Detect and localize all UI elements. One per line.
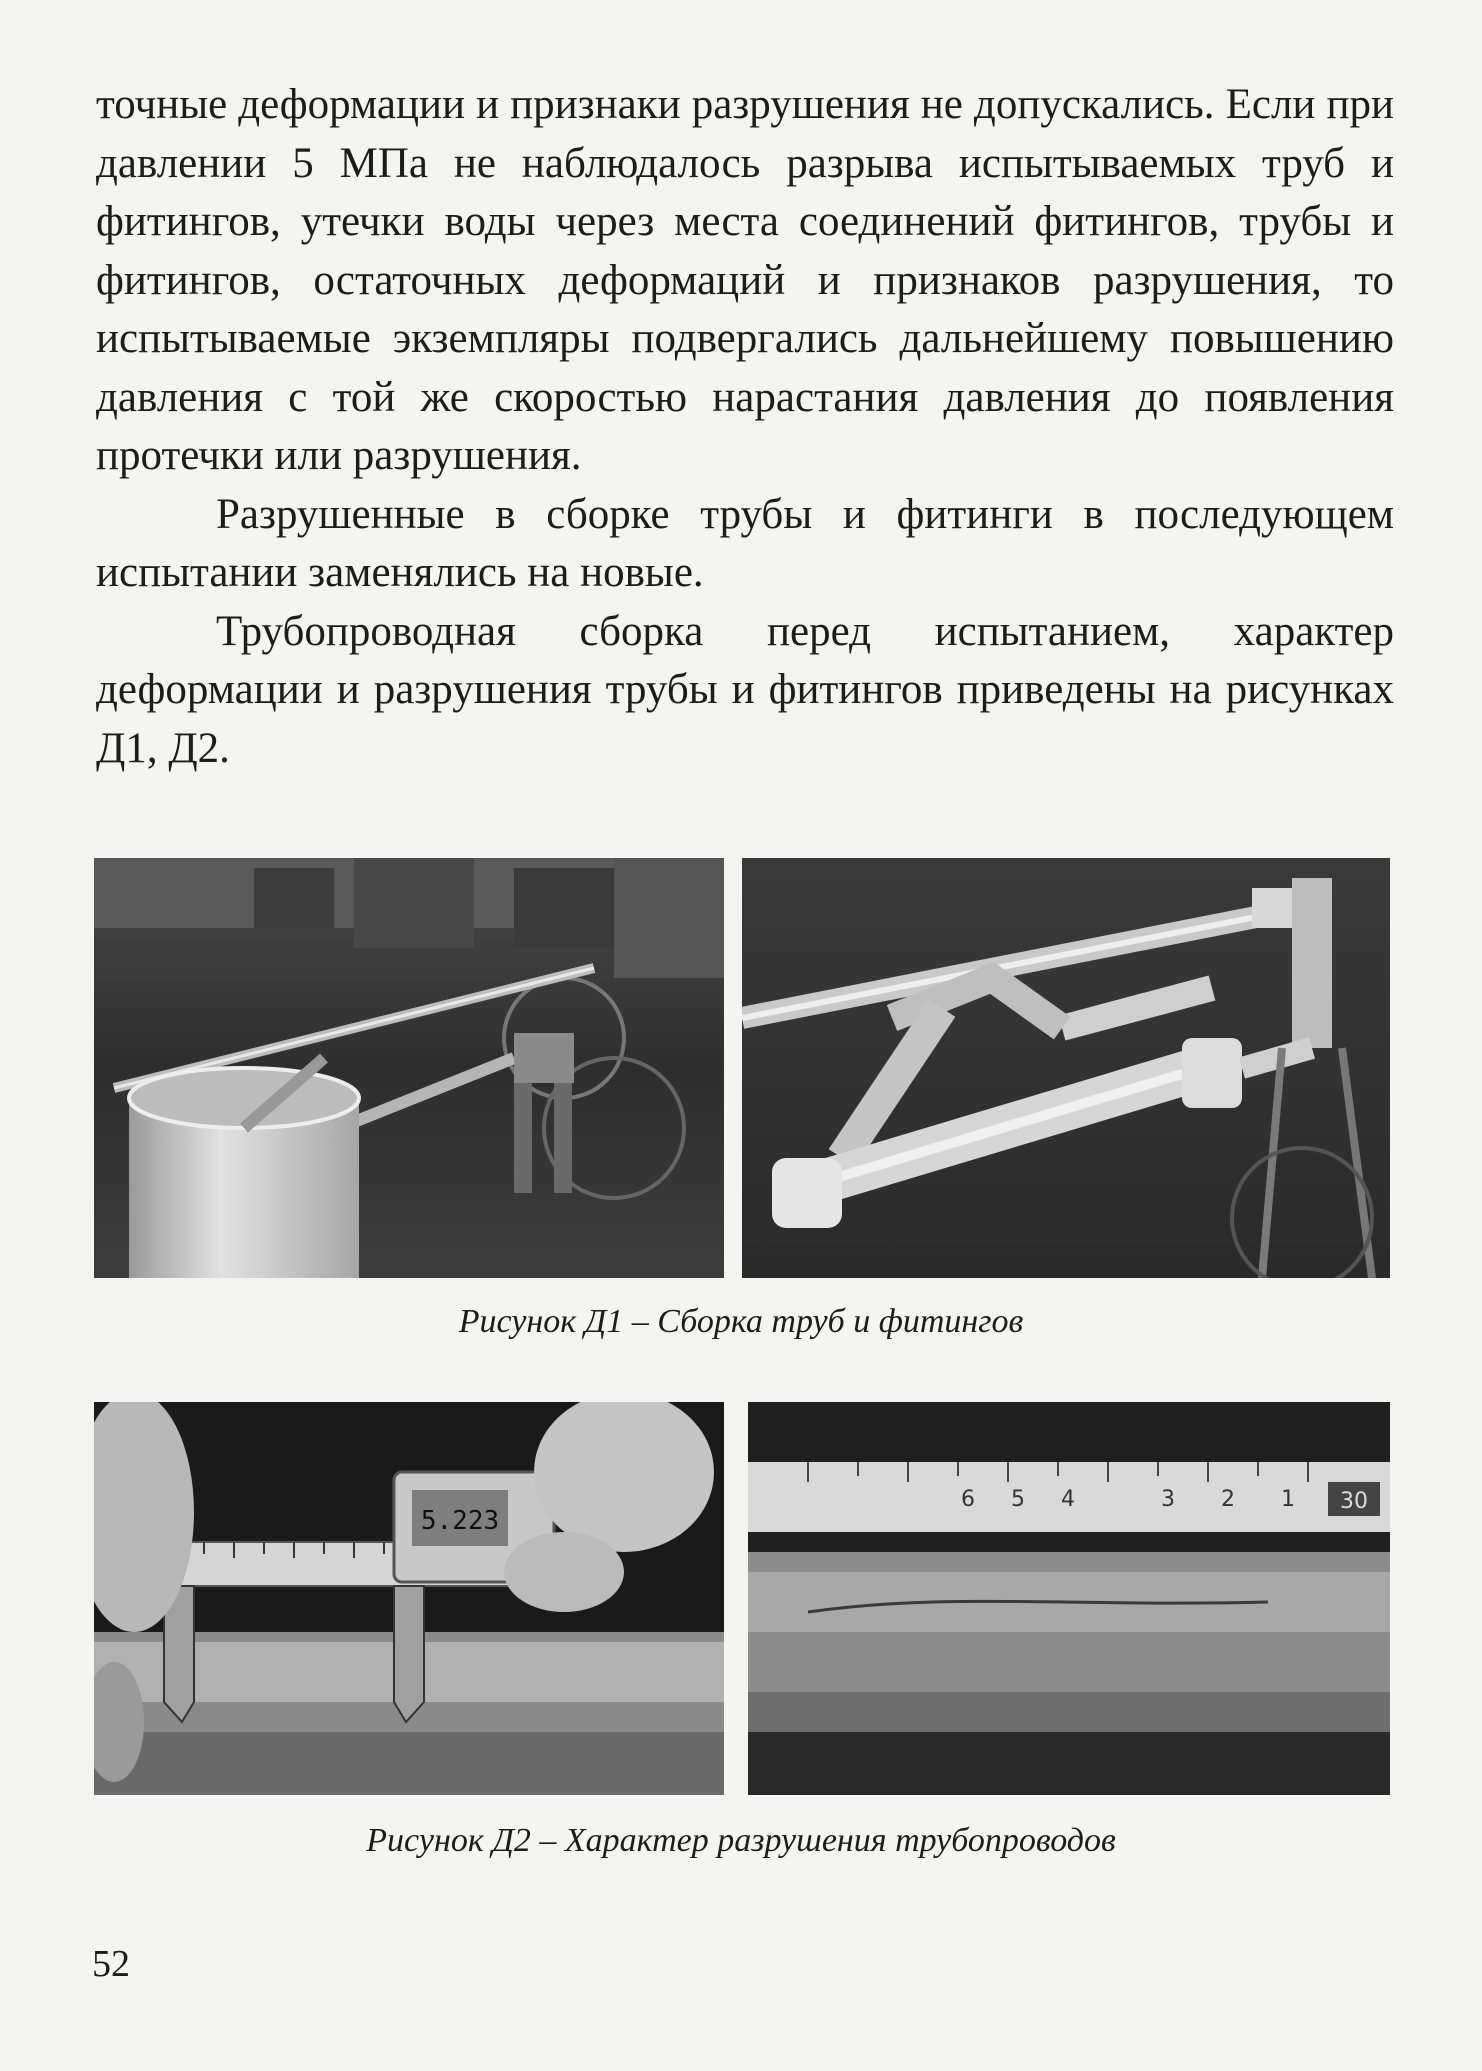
photo-ruler-cracked-pipe [748, 1402, 1390, 1795]
body-text [96, 76, 1394, 778]
page-number: 52 [92, 1943, 130, 1985]
paragraph-3: Трубопроводная сборка перед испытанием, характер деформации и разрушения трубы и фитингов приведены на рисунках Д1, Д2. [96, 607, 1394, 772]
ruler-mark: 5 [1011, 1487, 1025, 1512]
ruler-mark: 2 [1221, 1487, 1235, 1512]
figure-d2-caption: Рисунок Д2 – Характер разрушения трубопроводов [366, 1822, 1116, 1859]
caliper-reading: 5.223 [420, 1506, 500, 1536]
ruler-mark: 1 [1281, 1487, 1295, 1512]
ruler-mark: 3 [1161, 1487, 1175, 1512]
ruler-mark: 4 [1061, 1487, 1075, 1512]
ruler-mark: 30 [1340, 1489, 1368, 1514]
figure-d1-caption: Рисунок Д1 – Сборка труб и фитингов [458, 1303, 1024, 1340]
ruler-mark: 6 [961, 1487, 975, 1512]
photo-pipe-fittings-assembly [742, 858, 1390, 1278]
paragraph-1: точные деформации и признаки разрушения не допускались. Если при давлении 5 МПа не наблюдалось разрыва испытываемых труб и фитингов, утечки воды через места соединений фитингов, трубы и фитингов, остаточных деформаций и признаков разрушения, то испытываемые экземпляры подвергались дальнейшему повышению давления с той же скоростью нарастания давления до появления протечки или разрушения. [96, 81, 1394, 479]
paragraph-2: Разрушенные в сборке трубы и фитинги в последующем испытании заменялись на новые. [96, 490, 1394, 596]
photo-caliper-measuring-pipe [94, 1402, 724, 1795]
photo-pipe-assembly-bucket [94, 858, 724, 1278]
